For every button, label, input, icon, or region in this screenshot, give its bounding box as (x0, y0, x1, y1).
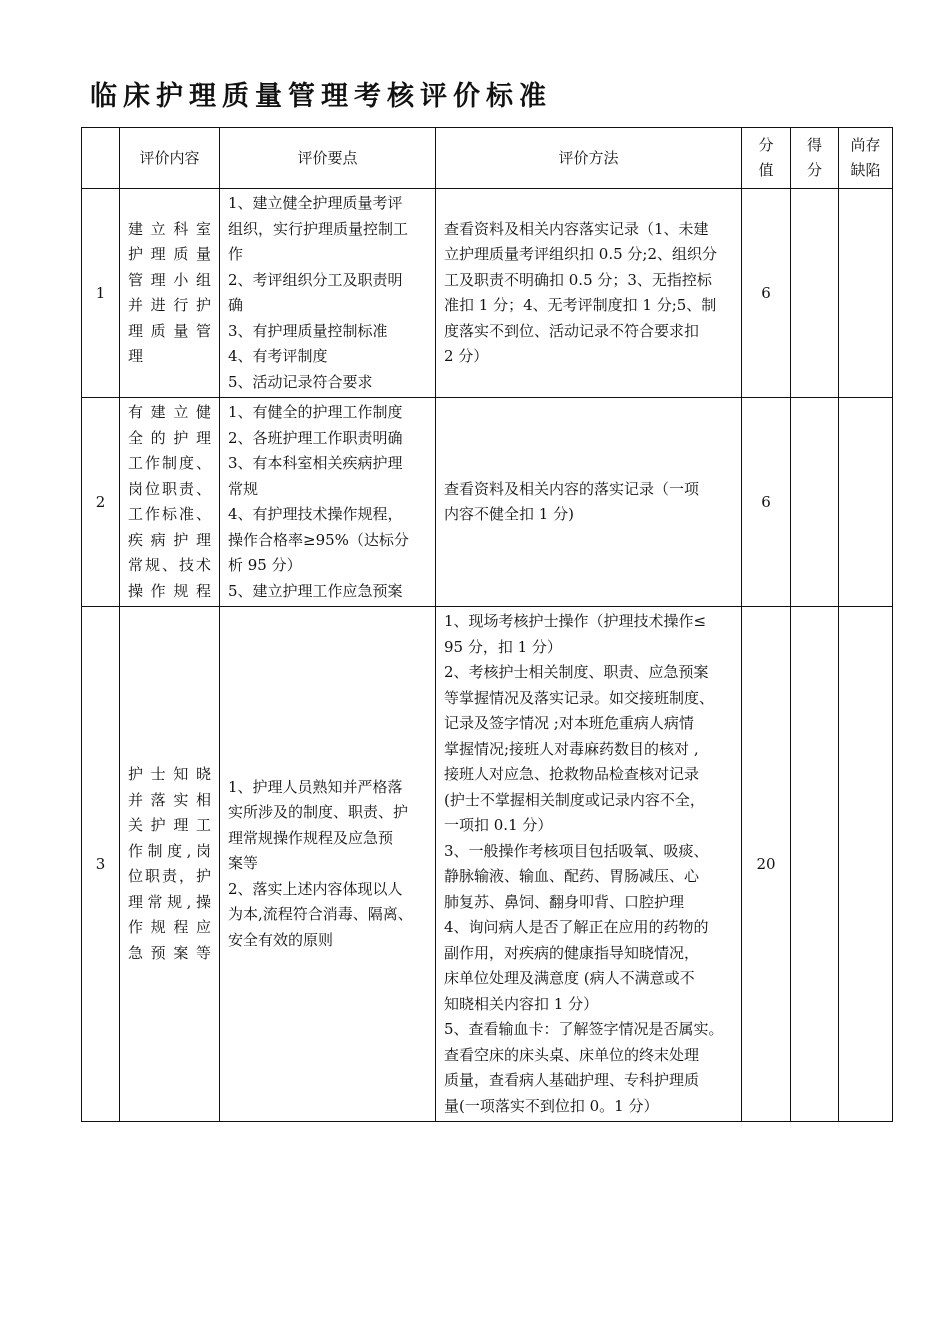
table-body (82, 189, 893, 1122)
points-line: 1、建立健全护理质量考评 (228, 194, 403, 212)
content-line: 护理质量 (128, 245, 211, 263)
remaining-defect-cell (839, 398, 893, 607)
header-score-line: 分 (758, 135, 774, 154)
method-line: 静脉输液、输血、配药、胃肠减压、心 (444, 867, 700, 885)
header-got-line: 分 (806, 161, 822, 179)
points-line: 为本,流程符合消毒、隔离、 (228, 905, 413, 924)
score-obtained-cell (791, 607, 839, 1122)
points-line: 1、有健全的护理工作制度 (228, 403, 403, 421)
content-line: 理 (128, 347, 144, 365)
content-line: 建立科室 (128, 219, 211, 238)
evaluation-points-cell (220, 189, 436, 398)
header-score-line: 值 (758, 161, 774, 179)
row-number: 3 (82, 607, 120, 1122)
points-line: 5、活动记录符合要求 (228, 372, 373, 391)
content-line: 作规程应 (128, 918, 211, 936)
method-line: 2 分） (444, 347, 489, 365)
evaluation-method-cell (436, 607, 742, 1122)
content-line: 作制度,岗 (128, 841, 211, 860)
points-line: 1、护理人员熟知并严格落 (228, 777, 403, 796)
content-line: 理常规,操 (128, 892, 211, 911)
evaluation-content-cell (120, 398, 220, 607)
points-line: 确 (228, 296, 244, 314)
content-line: 并进行护 (128, 296, 211, 314)
method-line: 床单位处理及满意度 (病人不满意或不 (444, 969, 695, 987)
evaluation-method-cell (436, 189, 742, 398)
row-number: 1 (82, 189, 120, 398)
table-row (82, 398, 893, 607)
method-line: 一项扣 0.1 分） (444, 816, 553, 834)
header-defect-line: 尚存 (850, 135, 881, 154)
points-line: 2、考评组织分工及职责明 (228, 270, 403, 289)
content-line: 关护理工 (128, 816, 211, 834)
points-line: 实所涉及的制度、职责、护 (228, 803, 409, 822)
header-content: 评价内容 (120, 128, 220, 189)
header-got (791, 128, 839, 189)
points-line: 作 (228, 245, 244, 263)
table-row (82, 607, 893, 1122)
table-row (82, 189, 893, 398)
row-number: 2 (82, 398, 120, 607)
content-line: 全的护理 (128, 428, 211, 447)
evaluation-points-cell (220, 398, 436, 607)
method-line: 2、考核护士相关制度、职责、应急预案 (444, 663, 709, 681)
points-line: 4、有考评制度 (228, 347, 328, 365)
method-line: 立护理质量考评组织扣 0.5 分;2、组织分 (444, 245, 717, 263)
method-line: 肺复苏、鼻饲、翻身叩背、口腔护理 (444, 892, 685, 911)
points-line: 理常规操作规程及应急预 (228, 828, 394, 847)
header-points: 评价要点 (220, 128, 436, 189)
method-line: 量(一项落实不到位扣 0。1 分） (444, 1096, 659, 1115)
method-line: 接班人对应急、抢救物品检查核对记录 (444, 765, 700, 783)
table-header-row (82, 128, 893, 189)
method-line: 1、现场考核护士操作（护理技术操作≤ (444, 612, 707, 630)
method-line: 95 分，扣 1 分） (444, 637, 562, 656)
method-line: 质量，查看病人基础护理、专科护理质 (444, 1071, 700, 1089)
content-line: 理质量管 (128, 321, 211, 340)
points-line: 3、有本科室相关疾病护理 (228, 454, 403, 472)
method-line: 查看空床的床头桌、床单位的终末处理 (444, 1045, 700, 1064)
content-line: 工作制度、 (128, 454, 211, 472)
points-line: 3、有护理质量控制标准 (228, 321, 388, 340)
remaining-defect-cell (839, 607, 893, 1122)
method-line: 副作用，对疾病的健康指导知晓情况， (444, 943, 700, 962)
method-line: 3、一般操作考核项目包括吸氧、吸痰、 (444, 841, 709, 860)
content-line: 护士知晓 (128, 765, 211, 783)
page-title: 临床护理质量管理考核评价标准 (90, 81, 552, 112)
header-got-line: 得 (806, 135, 822, 154)
content-line: 并落实相 (128, 790, 211, 809)
points-line: 4、有护理技术操作规程， (228, 505, 403, 523)
points-line: 操作合格率≥95%（达标分 (228, 530, 409, 549)
method-line: 知晓相关内容扣 1 分） (444, 994, 599, 1013)
points-line: 5、建立护理工作应急预案 (228, 581, 403, 600)
header-number (82, 128, 120, 189)
content-line: 操作规程 (128, 581, 211, 600)
content-line: 工作标准、 (128, 505, 211, 523)
header-defect-line: 缺陷 (850, 161, 881, 179)
method-line: 内容不健全扣 1 分) (444, 505, 574, 523)
points-line: 安全有效的原则 (228, 930, 334, 949)
content-line: 管理小组 (128, 270, 211, 289)
score-obtained-cell (791, 398, 839, 607)
score-value-cell: 6 (742, 189, 791, 398)
content-line: 常规、技术 (128, 556, 211, 574)
score-value-cell: 6 (742, 398, 791, 607)
method-line: 查看资料及相关内容落实记录（1、未建 (444, 219, 709, 238)
method-line: 掌握情况;接班人对毒麻药数目的核对 , (444, 739, 699, 758)
method-line: (护士不掌握相关制度或记录内容不全， (444, 790, 705, 809)
method-line: 记录及签字情况 ;对本班危重病人病情 (444, 714, 694, 732)
method-line: 等掌握情况及落实记录。如交接班制度、 (444, 688, 715, 707)
evaluation-points-cell (220, 607, 436, 1122)
points-line: 案等 (228, 854, 259, 873)
points-line: 析 95 分） (228, 556, 302, 574)
header-defect (839, 128, 893, 189)
evaluation-content-cell (120, 189, 220, 398)
method-line: 4、询问病人是否了解正在应用的药物的 (444, 918, 709, 936)
points-line: 2、各班护理工作职责明确 (228, 428, 403, 447)
evaluation-method-cell (436, 398, 742, 607)
method-line: 5、查看输血卡：了解签字情况是否属实。 (444, 1020, 724, 1038)
header-score (742, 128, 791, 189)
method-line: 准扣 1 分；4、无考评制度扣 1 分;5、制 (444, 296, 717, 314)
method-line: 查看资料及相关内容的落实记录（一项 (444, 479, 700, 498)
content-line: 岗位职责、 (128, 479, 211, 498)
score-value-cell: 20 (742, 607, 791, 1122)
content-line: 急预案等 (128, 943, 211, 962)
method-line: 工及职责不明确扣 0.5 分；3、无指控标 (444, 270, 712, 289)
points-line: 常规 (228, 479, 259, 498)
score-obtained-cell (791, 189, 839, 398)
content-line: 疾病护理 (128, 530, 211, 549)
remaining-defect-cell (839, 189, 893, 398)
evaluation-table (81, 127, 893, 1122)
header-method: 评价方法 (436, 128, 742, 189)
content-line: 位职责，护 (128, 867, 211, 885)
method-line: 度落实不到位、活动记录不符合要求扣 (444, 321, 700, 340)
content-line: 有建立健 (128, 403, 211, 421)
points-line: 2、落实上述内容体现以人 (228, 879, 403, 898)
evaluation-content-cell (120, 607, 220, 1122)
points-line: 组织，实行护理质量控制工 (228, 219, 409, 238)
